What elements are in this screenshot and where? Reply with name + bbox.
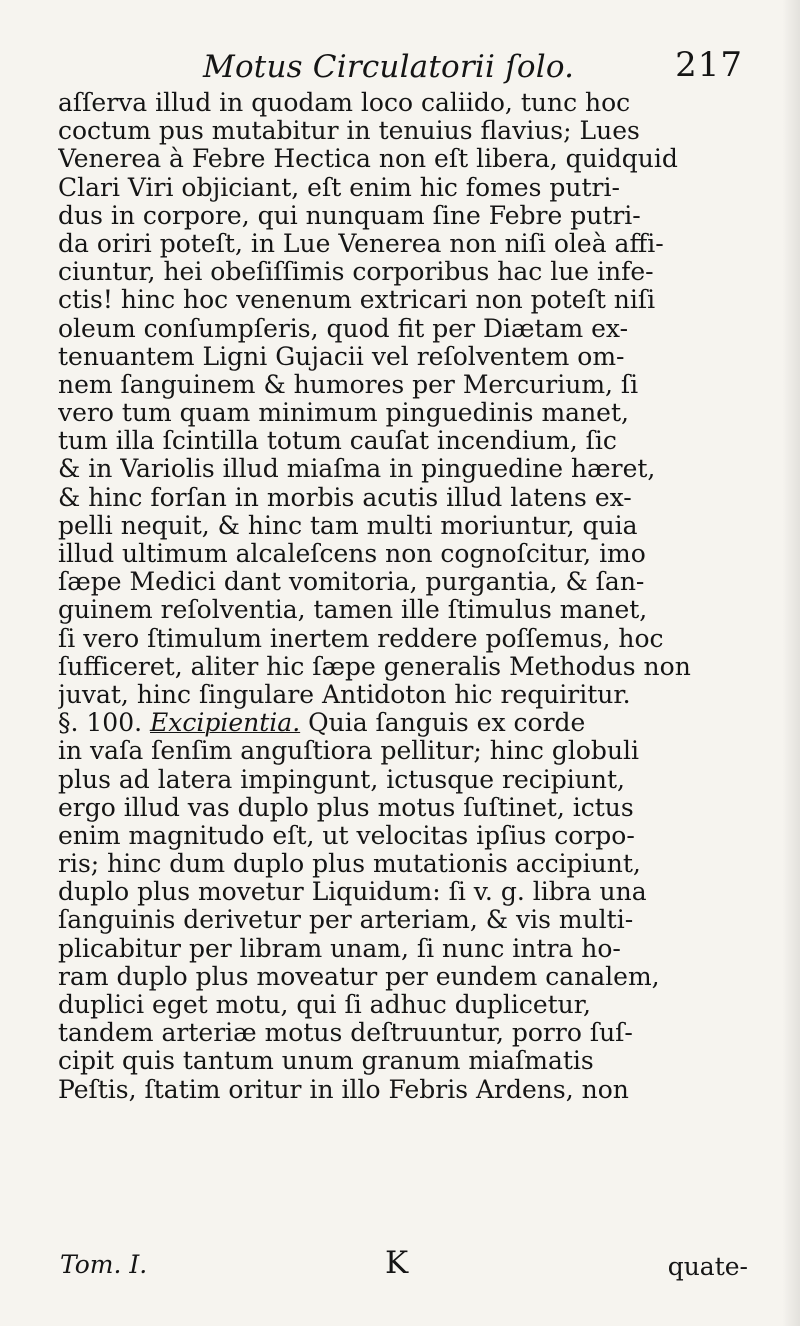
section-text-line: duplici eget motu, qui ſi adhuc duplicetur,	[58, 991, 591, 1019]
section-text-line: Peſtis, ſtatim oritur in illo Febris Ardens, non	[58, 1075, 629, 1104]
section-text-line: ſanguinis derivetur per arteriam, & vis multi-	[58, 906, 634, 935]
section-text-line: ris; hinc dum duplo plus mutationis accipiunt,	[58, 850, 641, 879]
text-line: tum illa ſcintilla totum cauſat incendium, ſic	[58, 427, 617, 456]
text-line: dus in corpore, qui nunquam ſine Febre putri-	[58, 201, 641, 230]
section-text-line: enim magnitudo eſt, ut velocitas ipſius corpo-	[58, 821, 635, 850]
text-line: juvat, hinc ſingulare Antidoton hic requiritur.	[58, 680, 631, 709]
text-line: ſi vero ſtimulum inertem reddere poſſemus, hoc	[58, 624, 664, 653]
text-line: vero tum quam minimum pinguedinis manet,	[58, 399, 629, 428]
running-head: Motus Circulatorii ſolo.	[203, 49, 575, 85]
page-edge-shadow	[782, 0, 800, 1326]
body-text	[58, 89, 748, 1104]
text-line: guinem reſolventia, tamen ille ſtimulus manet,	[58, 596, 648, 625]
section-text-line: plicabitur per libram unam, ſi nunc intra ho-	[58, 934, 621, 963]
section-text-line: duplo plus movetur Liquidum: ſi v. g. libra una	[58, 878, 647, 907]
signature-mark: K	[385, 1245, 409, 1281]
text-line: Venerea à Febre Hectica non eſt libera, quidquid	[58, 145, 678, 174]
page-header	[58, 45, 743, 89]
page-number: 217	[675, 45, 743, 85]
text-line: ſæpe Medici dant vomitoria, purgantia, & ſan-	[58, 568, 645, 597]
section-heading-line	[58, 709, 748, 737]
section-text-line: plus ad latera impingunt, ictusque recipiunt,	[58, 765, 625, 794]
text-line: tenuantem Ligni Gujacii vel reſolventem om-	[58, 342, 625, 371]
section-title: Excipientia.	[150, 709, 301, 738]
text-line: & hinc forſan in morbis acutis illud latens ex-	[58, 483, 632, 512]
text-line: coctum pus mutabitur in tenuius flavius; Lues	[58, 117, 640, 146]
text-line: nem ſanguinem & humores per Mercurium, ſi	[58, 370, 639, 399]
page-footer	[58, 1245, 748, 1284]
section-text-line: ram duplo plus moveatur per eundem canalem,	[58, 962, 660, 991]
section-text-line: ergo illud vas duplo plus motus ſuſtinet, ictus	[58, 793, 634, 822]
text-line: da oriri poteſt, in Lue Venerea non niſi oleà affi-	[58, 229, 664, 258]
text-line: & in Variolis illud miaſma in pinguedine hæret,	[58, 455, 656, 484]
catchword: quate-	[667, 1252, 748, 1281]
volume-mark: Tom. I.	[60, 1250, 148, 1279]
section-number: §. 100.	[58, 709, 143, 738]
text-line: aſſerva illud in quodam loco caliido, tunc hoc	[58, 89, 631, 117]
text-line: illud ultimum alcaleſcens non cognoſcitur, imo	[58, 540, 646, 568]
text-line: ſufficeret, aliter hic ſæpe generalis Methodus non	[58, 652, 691, 681]
section-text-line: in vaſa ſenſim anguſtiora pellitur; hinc globuli	[58, 737, 640, 766]
section-text-line: cipit quis tantum unum granum miaſmatis	[58, 1047, 594, 1076]
text-line: pelli nequit, & hinc tam multi moriuntur, quia	[58, 511, 638, 540]
section-first-line-text: Quia ſanguis ex corde	[300, 709, 586, 738]
text-line: oleum conſumpſeris, quod fit per Diætam ex-	[58, 314, 629, 343]
text-line: ciuntur, hei obeſiſſimis corporibus hac lue infe-	[58, 258, 654, 287]
section-text-line: tandem arteriæ motus deſtruuntur, porro ſuſ-	[58, 1019, 633, 1048]
text-line: ctis! hinc hoc venenum extricari non poteſt niſi	[58, 286, 656, 315]
text-line: Clari Viri objiciant, eſt enim hic fomes putri-	[58, 173, 620, 202]
